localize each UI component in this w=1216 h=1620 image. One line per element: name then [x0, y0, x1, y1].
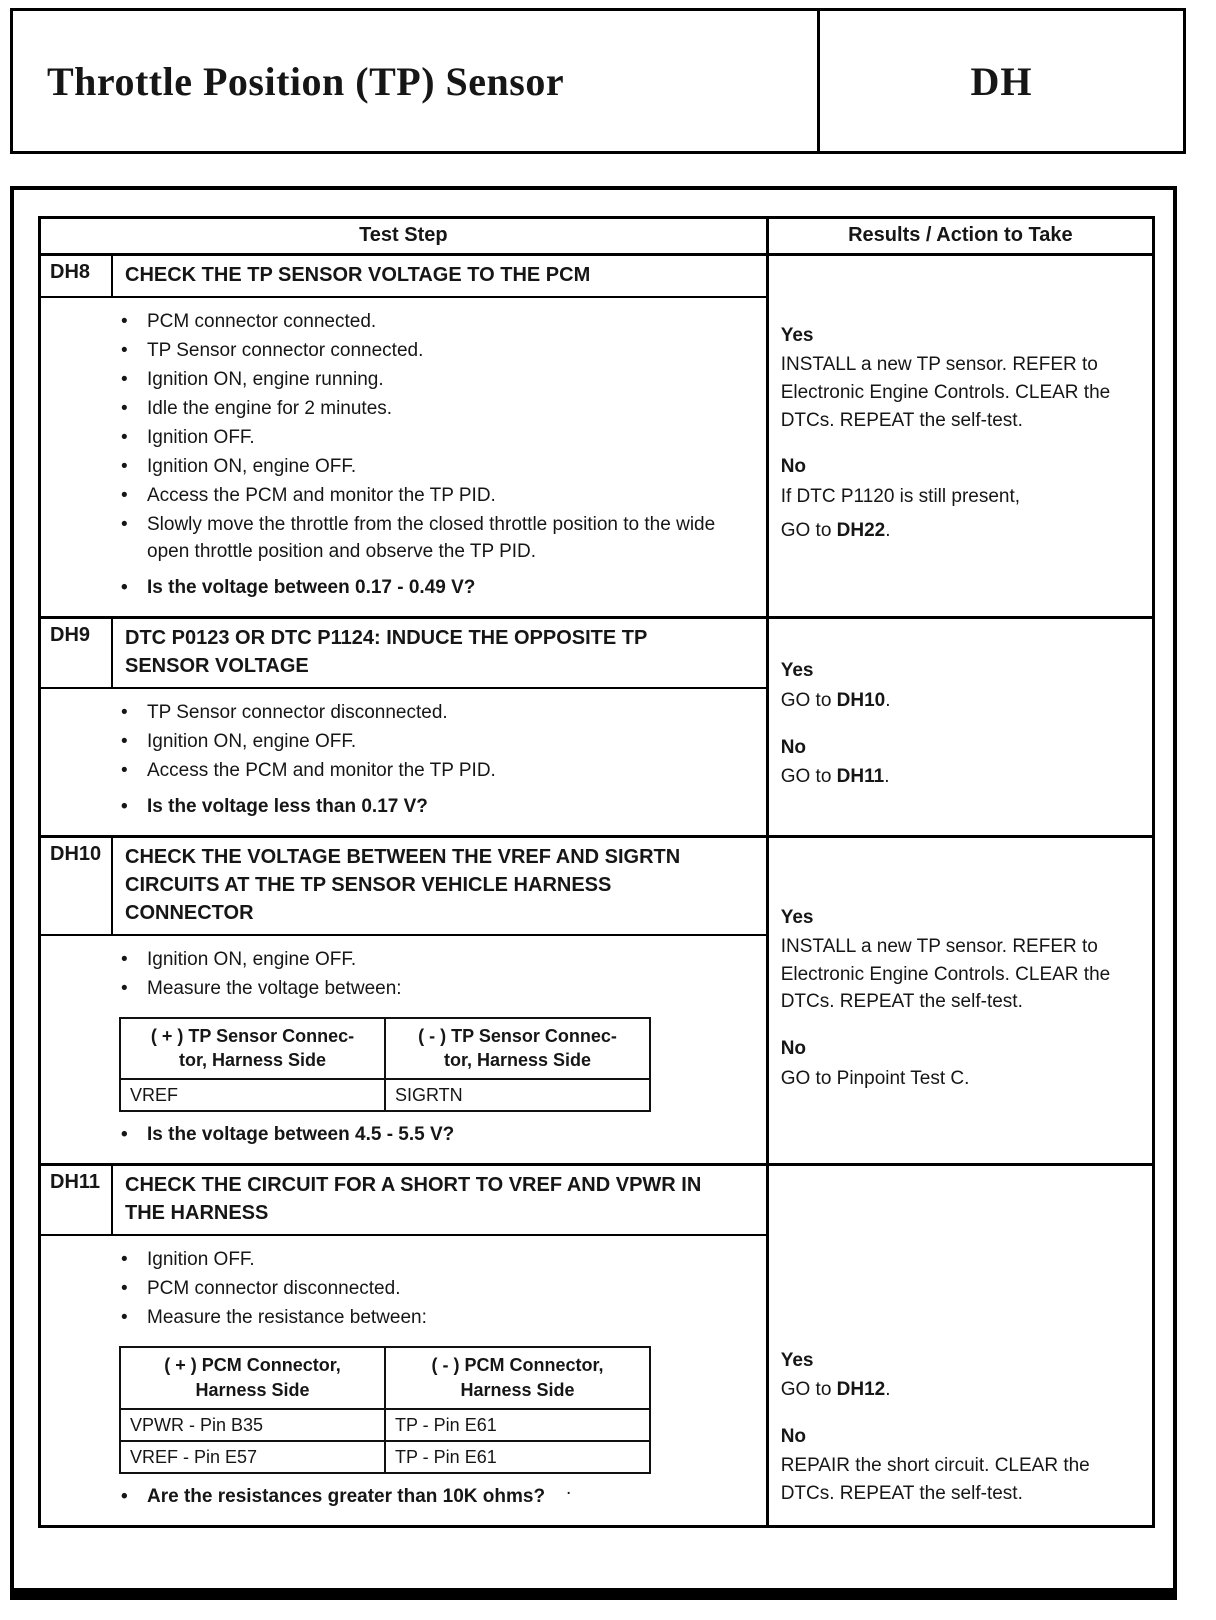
bullet-item — [121, 947, 752, 974]
step-reference: DH22 — [836, 520, 886, 542]
result-text-run: . — [885, 520, 891, 542]
bullet-marker: • — [121, 730, 128, 752]
bullet-marker: • — [121, 977, 128, 999]
test-step-row — [41, 256, 1152, 619]
result-label: Yes — [780, 660, 814, 682]
step-id: DH10 — [41, 838, 113, 934]
document-section-code: DH — [817, 11, 1183, 151]
bullet-text: Measure the resistance between: — [147, 1307, 427, 1329]
step-header — [41, 619, 766, 689]
result-label: No — [780, 456, 807, 478]
step-reference: DH10 — [836, 690, 886, 712]
step-title: CHECK THE VOLTAGE BETWEEN THE VREF AND SIGRTN CIRCUITS AT THE TP SENSOR VEHICLE HARNESS CONNECTOR — [125, 845, 681, 924]
bullet-marker: • — [121, 311, 128, 332]
bullet-marker: • — [121, 1278, 128, 1300]
step-body — [41, 936, 766, 1164]
result-label: No — [780, 1038, 807, 1059]
connector-table-header-cell: ( - ) TP Sensor Connec- tor, Harness Side — [384, 1019, 649, 1079]
result-text-run: INSTALL a new TP sensor. REFER to Electronic Engine Controls. CLEAR the DTCs. REPEAT the self-test. — [780, 354, 1111, 431]
column-header-test-step: Test Step — [41, 219, 769, 253]
bullet-text: PCM connector disconnected. — [147, 1278, 401, 1300]
step-body — [41, 298, 766, 616]
test-step-cell — [41, 256, 769, 616]
step-header — [41, 256, 766, 298]
result-text-run: . — [884, 766, 890, 788]
result-text-run: GO to — [780, 766, 837, 788]
bullet-item — [121, 729, 752, 756]
test-step-row — [41, 838, 1152, 1167]
test-step-row — [41, 619, 1152, 838]
connector-table-header-cell: ( - ) PCM Connector, Harness Side — [384, 1348, 649, 1408]
bullet-text: Is the voltage between 4.5 - 5.5 V? — [147, 1124, 455, 1146]
connector-table-row — [121, 1408, 649, 1440]
bullet-marker: • — [121, 484, 128, 506]
bullet-marker: • — [121, 1307, 128, 1329]
results-cell — [769, 256, 1152, 616]
result-text-run: GO to — [780, 1379, 837, 1401]
document-title: Throttle Position (TP) Sensor — [47, 58, 565, 104]
table-header-row — [41, 219, 1152, 256]
result-text — [781, 1376, 1144, 1404]
step-reference: DH11 — [836, 766, 885, 788]
bullet-item — [121, 425, 752, 452]
bullet-text: Slowly move the throttle from the closed throttle position to the wide open throttle position and observe the TP PID. — [147, 513, 716, 562]
step-id: DH8 — [41, 256, 113, 296]
bullet-marker: • — [121, 576, 128, 598]
results-cell — [769, 619, 1152, 835]
bullet-item — [121, 367, 752, 394]
diagnostic-table — [38, 216, 1155, 1528]
connector-table-cell: VREF — [130, 1085, 179, 1106]
result-text-run: GO to — [780, 690, 837, 712]
bullet-item — [121, 396, 752, 423]
document-header — [10, 8, 1186, 154]
step-body — [41, 689, 766, 835]
bullet-item — [121, 758, 752, 785]
question-bullet — [121, 1484, 752, 1511]
bullet-text: Measure the voltage between: — [147, 977, 402, 999]
step-title: CHECK THE CIRCUIT FOR A SHORT TO VREF AND VPWR IN THE HARNESS — [125, 1174, 702, 1225]
column-header-results: Results / Action to Take — [848, 224, 1073, 246]
step-id: DH11 — [41, 1166, 113, 1234]
bullet-marker: • — [121, 455, 128, 477]
bullet-marker: • — [121, 948, 128, 970]
result-text-run: . — [885, 1379, 891, 1401]
bullet-item — [121, 700, 752, 727]
bullet-text: Ignition OFF. — [147, 426, 255, 448]
result-text-run: INSTALL a new TP sensor. REFER to Electronic Engine Controls. CLEAR the DTCs. REPEAT the self-test. — [780, 936, 1111, 1013]
bullet-item — [121, 1305, 752, 1332]
result-label: No — [780, 736, 807, 758]
test-step-row — [41, 1166, 1152, 1525]
bullet-text: Is the voltage less than 0.17 V? — [147, 795, 428, 817]
bullet-marker: • — [121, 368, 128, 390]
bullet-text: Are the resistances greater than 10K ohms? — [147, 1486, 546, 1508]
connector-table-cell: SIGRTN — [384, 1080, 649, 1110]
result-text-run: . — [885, 690, 891, 712]
result-label: Yes — [780, 906, 814, 928]
bullet-marker: • — [121, 1249, 128, 1271]
question-bullet — [121, 794, 752, 821]
connector-table-header-cell: ( + ) PCM Connector, Harness Side — [164, 1355, 341, 1400]
step-body — [41, 1236, 766, 1525]
connector-table-cell: TP - Pin E61 — [384, 1410, 649, 1440]
bullet-item — [121, 512, 752, 566]
bullet-marker: • — [121, 759, 128, 781]
connector-table — [119, 1017, 651, 1113]
result-text-run: GO to Pinpoint Test C. — [780, 1067, 970, 1089]
bullet-item — [121, 1276, 752, 1303]
result-text-run: GO to — [780, 520, 837, 542]
bullet-marker: • — [121, 426, 128, 448]
step-header — [41, 838, 766, 936]
bullet-text: TP Sensor connector connected. — [147, 339, 424, 361]
result-label: Yes — [780, 1349, 814, 1371]
result-text — [781, 933, 1144, 1016]
bullet-marker: • — [121, 1124, 128, 1146]
result-text — [781, 763, 1144, 791]
connector-table-header-row — [121, 1019, 649, 1079]
bullet-item — [121, 976, 752, 1003]
bullet-text: Ignition ON, engine OFF. — [147, 455, 357, 477]
bullet-item — [121, 1247, 752, 1274]
step-reference: DH12 — [836, 1379, 886, 1401]
bullet-text: TP Sensor connector disconnected. — [147, 701, 448, 723]
bullet-marker: • — [121, 513, 128, 535]
step-title: CHECK THE TP SENSOR VOLTAGE TO THE PCM — [125, 264, 591, 286]
test-step-cell — [41, 838, 769, 1164]
bullet-text: Ignition ON, engine OFF. — [147, 730, 357, 752]
result-text — [781, 517, 1144, 545]
bullet-marker: • — [121, 339, 128, 361]
bullet-marker: • — [121, 397, 128, 419]
bullet-item — [121, 454, 752, 481]
result-text — [781, 483, 1144, 511]
bullet-text: Is the voltage between 0.17 - 0.49 V? — [147, 576, 476, 598]
connector-table — [119, 1346, 651, 1474]
result-text — [781, 687, 1144, 715]
bullet-marker: • — [121, 701, 128, 723]
result-text-run: REPAIR the short circuit. CLEAR the DTCs. REPEAT the self-test. — [780, 1455, 1090, 1504]
step-title: DTC P0123 OR DTC P1124: INDUCE THE OPPOSITE TP SENSOR VOLTAGE — [125, 626, 647, 677]
results-cell — [769, 838, 1152, 1164]
bullet-text: Ignition OFF. — [147, 1249, 255, 1271]
connector-table-header-cell: ( + ) TP Sensor Connec- tor, Harness Side — [150, 1025, 355, 1070]
question-bullet — [121, 1122, 752, 1149]
test-step-cell — [41, 619, 769, 835]
bullet-item — [121, 309, 752, 336]
bullet-text: Ignition ON, engine OFF. — [147, 948, 357, 970]
bullet-marker: • — [121, 1486, 128, 1508]
bullet-text: PCM connector connected. — [147, 311, 377, 332]
connector-table-cell: VREF - Pin E57 — [130, 1447, 258, 1468]
connector-table-row — [121, 1078, 649, 1110]
test-step-cell — [41, 1166, 769, 1525]
bullet-text: Ignition ON, engine running. — [147, 368, 384, 390]
bullet-item — [121, 338, 752, 365]
connector-table-row — [121, 1440, 649, 1472]
result-text — [781, 351, 1144, 434]
bullet-text: Access the PCM and monitor the TP PID. — [147, 484, 496, 506]
bullet-text: Access the PCM and monitor the TP PID. — [147, 759, 496, 781]
connector-table-cell: VPWR - Pin B35 — [130, 1414, 264, 1435]
result-text-run: If DTC P1120 is still present, — [780, 485, 1021, 507]
step-header — [41, 1166, 766, 1236]
connector-table-cell: TP - Pin E61 — [384, 1442, 649, 1472]
result-text — [781, 1452, 1144, 1507]
test-steps-container — [41, 256, 1152, 1525]
result-text — [781, 1065, 1144, 1093]
step-id: DH9 — [41, 619, 113, 687]
results-cell — [769, 1166, 1152, 1525]
stray-mark: . — [566, 1478, 572, 1499]
result-label: Yes — [780, 324, 814, 346]
bullet-text: Idle the engine for 2 minutes. — [147, 397, 393, 419]
result-label: No — [780, 1425, 807, 1447]
connector-table-header-row — [121, 1348, 649, 1408]
content-frame — [10, 186, 1177, 1600]
bullet-item — [121, 483, 752, 510]
question-bullet — [121, 575, 752, 602]
bullet-marker: • — [121, 795, 128, 817]
